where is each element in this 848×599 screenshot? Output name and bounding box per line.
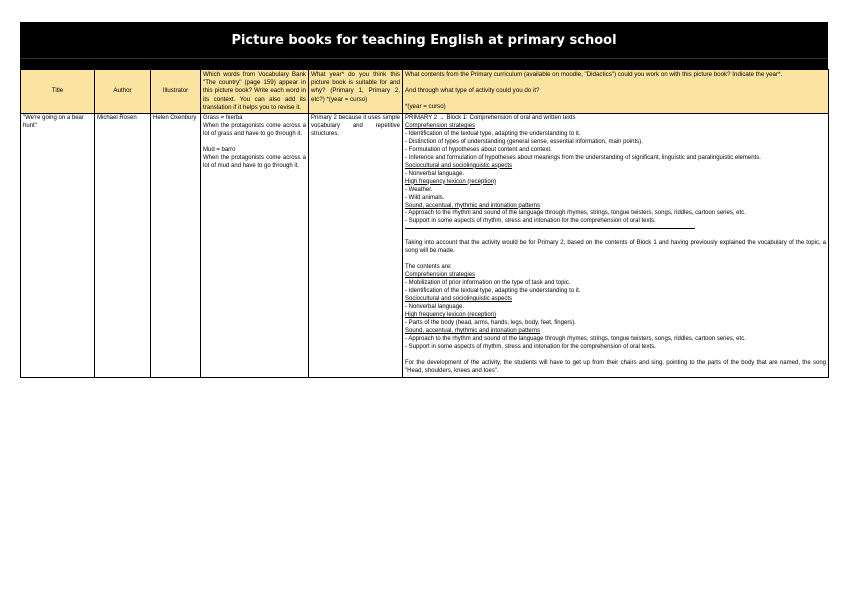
- contents-are-label: The contents are:: [405, 264, 452, 271]
- list-item: - Formulation of hypotheses about content and context.: [405, 146, 552, 153]
- header-year-note: *(year = curso): [405, 103, 446, 111]
- cell-title: "We're going on a bear hunt": [21, 114, 95, 378]
- cell-illustrator: Helen Oxenbury: [151, 114, 201, 378]
- list-item: - Nonverbal language.: [405, 304, 465, 311]
- list-item: - Mobilization of prior information on the type of task and topic.: [405, 280, 571, 287]
- cell-vocabulary: [201, 114, 309, 378]
- list-item: - Inference and formulation of hypotheses about meanings from the understanding of significant, linguistic and paralinguistic elements.: [405, 154, 761, 161]
- cell-year: Primary 2 because it uses simple vocabulary and repetitive structures.: [309, 114, 403, 378]
- vocab-mud-context: When the protagonists come across a lot of mud and have to go through it.: [203, 154, 306, 169]
- table-row: [21, 114, 829, 378]
- section-sociocultural-aspects: Sociocultural and sociolinguistic aspects: [405, 296, 513, 303]
- activity-intro: Taking into account that the activity would be for Primary 2, based on the contents of Block 1 and having previously explained the vocabulary of the topic, a song will be made.: [405, 240, 826, 255]
- list-item: - Nonverbal language.: [405, 170, 465, 177]
- section-comprehension-strategies: Comprehension strategies: [405, 122, 476, 129]
- header-title: Title: [21, 70, 95, 114]
- list-item: - Wild animals.: [405, 194, 445, 201]
- list-item: - Identification of the textual type, adapting the understanding to it.: [405, 130, 581, 137]
- contents-heading: PRIMARY 2 → Block 1: Comprehension of oral and written texts: [405, 115, 576, 122]
- header-year: What year* do you think this picture book is suitable for and why? (Primary 1, Primary 2, etc?) *(year = curso): [309, 70, 403, 114]
- title-spacer: [20, 58, 828, 69]
- header-author: Author: [95, 70, 151, 114]
- list-item: - Support in some aspects of rhythm, stress and intonation for the comprehension of oral texts.: [405, 218, 656, 225]
- section-comprehension-strategies: Comprehension strategies: [405, 272, 476, 279]
- document-sheet: [20, 22, 828, 378]
- list-item: - Weather.: [405, 186, 433, 193]
- vocab-mud-word: Mud = barro: [203, 146, 236, 153]
- section-sound-patterns: Sound, accentual, rhythmic and intonation patterns: [405, 327, 541, 334]
- list-item: - Distinction of types of understanding (general sense, essential information, main points).: [405, 138, 643, 145]
- activity-closing: For the development of the activity, the students will have to get up from their chairs and sing, pointing to the parts of the body that are named, the song "Head, shoulders, knees and toes".: [405, 359, 826, 374]
- list-item: - Parts of the body (head, arms, hands, legs, body, feet, fingers).: [405, 319, 576, 326]
- list-item: - Approach to the rhythm and sound of the language through rhymes, strings, tongue twisters, songs, riddles, cartoon series, etc.: [405, 335, 746, 342]
- header-contents-question: What contents from the Primary curriculum (available on moodle, "Didactics") could you work on with this picture book? Indicate the year*.: [405, 71, 783, 78]
- cell-author: Michael Rosen: [95, 114, 151, 378]
- cell-contents: [403, 114, 829, 378]
- list-item: - Identification of the textual type, adapting the understanding to it.: [405, 288, 581, 295]
- page-title: Picture books for teaching English at primary school: [20, 22, 828, 58]
- section-sound-patterns: Sound, accentual, rhythmic and intonation patterns: [405, 202, 541, 209]
- header-illustrator: Illustrator: [151, 70, 201, 114]
- vocab-grass-word: Grass = hierba: [203, 115, 243, 122]
- list-item: - Support in some aspects of rhythm, stress and intonation for the comprehension of oral texts.: [405, 343, 656, 350]
- section-high-frequency-lexicon: High frequency lexicon (reception): [405, 178, 497, 185]
- picture-books-table: [20, 69, 829, 378]
- section-high-frequency-lexicon: High frequency lexicon (reception): [405, 311, 497, 318]
- header-vocabulary: Which words from Vocabulary Bank "The country" (page 159) appear in this picture book? Write each word in its context. You can also add its translation if it helps you to revise it.: [201, 70, 309, 114]
- list-item: - Approach to the rhythm and sound of the language through rhymes, strings, tongue twisters, songs, riddles, cartoon series, etc.: [405, 210, 746, 217]
- header-activity-question: And through what type of activity could you do it?: [405, 87, 540, 95]
- separator-line: [405, 228, 695, 229]
- section-sociocultural-aspects: Sociocultural and sociolinguistic aspects: [405, 162, 513, 169]
- header-row: [21, 70, 829, 114]
- header-contents: [403, 70, 829, 114]
- vocab-grass-context: When the protagonists come across a lot of grass and have to go through it.: [203, 122, 306, 137]
